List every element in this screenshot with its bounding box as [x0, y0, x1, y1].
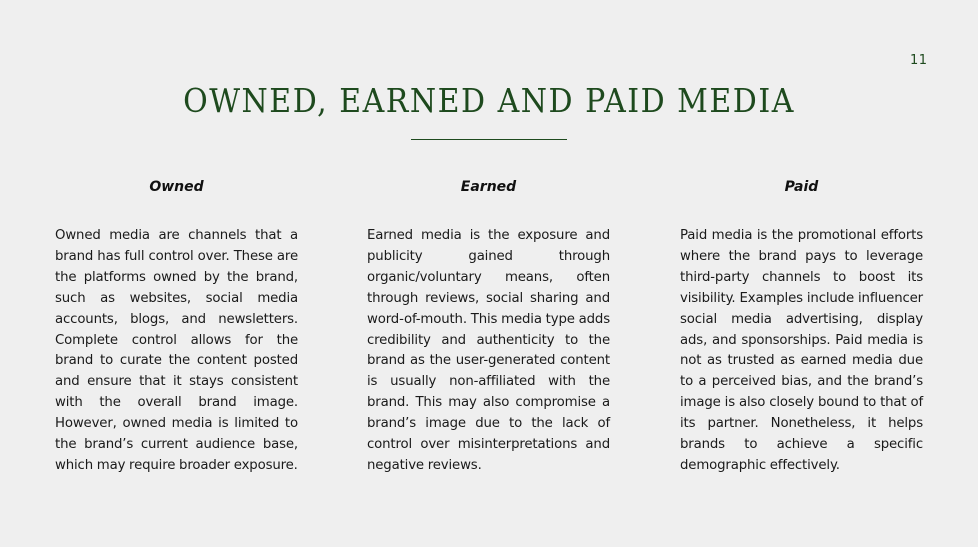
- owned-description: Owned media are channels that a brand has full control over. These are the platforms owned by the brand, such as websites, social media accounts, blogs, and newsletters. Complete control allows for the brand to curate the content posted and ensure that it stays consistent with the overall brand image. However, owned media is limited to the brand’s current audience base, which may require broader exposure.: [55, 228, 298, 473]
- slide-title: OWNED, EARNED AND PAID MEDIA: [183, 83, 795, 121]
- paid-media-column: [680, 180, 923, 477]
- earned-description: Earned media is the exposure and publicity gained through organic/voluntary means, often through reviews, social sharing and word-of-mouth. This media type adds credibility and authenticity to the brand as the user-generated content is usually non-affiliated with the brand. This may also compromise a brand’s image due to the lack of control over misinterpretations and negative reviews.: [367, 228, 610, 473]
- title-divider: [411, 139, 567, 140]
- owned-media-column: [55, 180, 298, 477]
- owned-heading: Owned: [149, 179, 204, 195]
- page-number: 11: [910, 53, 928, 68]
- earned-heading: Earned: [460, 179, 517, 195]
- paid-heading: Paid: [784, 179, 819, 195]
- paid-description: Paid media is the promotional efforts where the brand pays to leverage third-party channels to boost its visibility. Examples include influencer social media advertising, display ads, and sponsorships. Paid media is not as trusted as earned media due to a perceived bias, and the brand’s image is also closely bound to that of its partner. Nonetheless, it helps brands to achieve a specific demographic effectively.: [680, 228, 923, 473]
- earned-media-column: [367, 180, 610, 477]
